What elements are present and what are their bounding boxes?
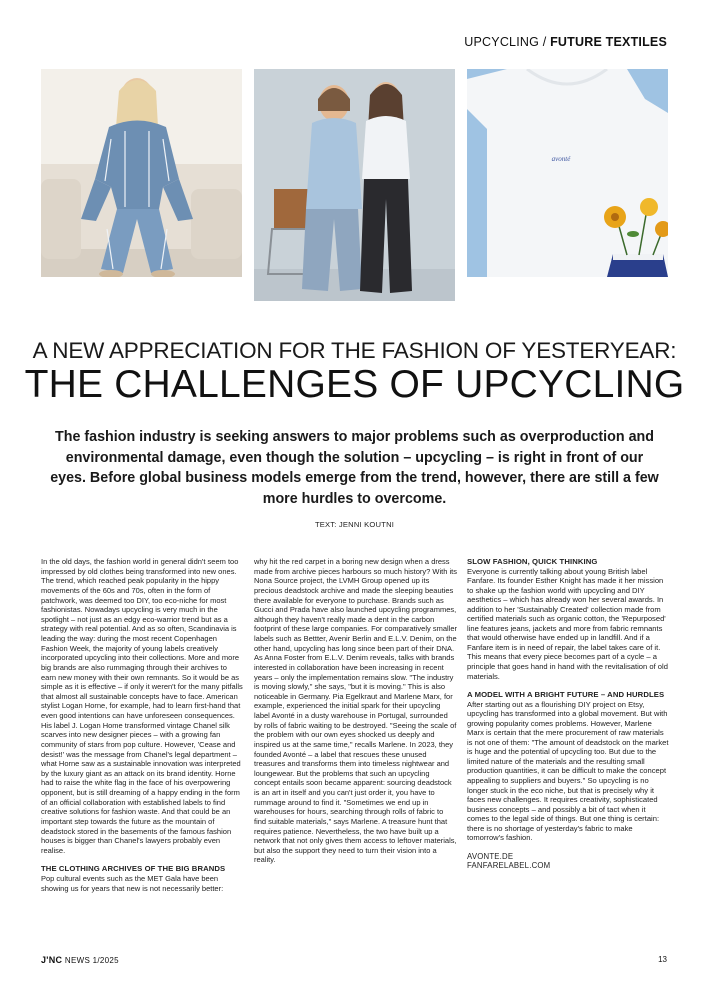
article-column-3 — [467, 557, 670, 871]
issue-label: NEWS 1/2025 — [64, 956, 119, 965]
body-paragraph: After starting out as a flourishing DIY project on Etsy, upcycling has transformed into a global movement. But with growing popularity comes problems. However, Marlene Marx is certain that the mere procurement of raw materials is not one of them: "The amount of deadstock on the market is huge and the potential of upcycling too. But due to the limited nature of the materials and the resulting small production quantities, it can be difficult to make the concept appealing to suppliers and buyers." So upcycling is no longer stuck in the eco niche, but that is precisely why it faces new challenges. It requires creativity, sophisticated business concepts – and possibly a bit of tact when it comes to the legal side of things. But one thing is certain: there is no shortage of yesterday's fabric to make tomorrow's fashion. — [467, 699, 669, 843]
two-founders-portrait-photo — [254, 69, 455, 301]
model-in-denim-on-sofa-photo — [41, 69, 242, 277]
body-paragraph: Pop cultural events such as the MET Gala have been showing us for years that new is not necessarily better: — [41, 874, 224, 893]
article-column-1 — [41, 557, 244, 893]
link-fanfare[interactable]: FANFARELABEL.COM — [467, 861, 551, 871]
body-paragraph: why hit the red carpet in a boring new design when a dress made from archive pieces harbours so much history? With its Nona Source project, the LVMH Group opened up its precious deadstock archive and made the sleeping beauties there available for everyone to purchase. Brands such as Gucci and Prada have also launched upcycling programmes, although they haven't really made a dent in the carbon footprint of these large companies. For comparatively smaller labels such as Bettter, Avenir Berlin and E.L.V. Denim, on the other hand, upcycling has long since been part of their DNA. As Anna Foster from E.L.V. Denim reveals, talks with brands interested in collaboration have been increasing in recent years – only the implementation remains slow. "The industry is moving slowly," she says, "but it is moving." This is also noticeable in Germany. Pia Egelkraut and Marlene Marx, for example, experienced the initial spark for their upcycling label Avonté in a dusty warehouse in Portugal, surrounded by rolls of fabric waiting to be destroyed. "Seeing the scale of the problem with our own eyes shocked us deeply and inspired us at the same time," recalls Marlene. In 2023, they founded Avonté – a label that rescues these unused treasures and transforms them into timeless nightwear and loungewear. But the problems that such an upcycling concept entails soon became apparent: sourcing deadstock is an art in itself and you can't just order it, you have to rummage around to find it. "Sometimes we end up in warehouses for hours, searching through rolls of fabric to find suitable materials," says Marlene. A treasure hunt that requires patience. Nevertheless, the two have built up a network that not only gives them access to leftover materials, but also the support they need to turn their vision into a reality. — [254, 557, 458, 865]
section-name: UPCYCLING — [464, 35, 540, 49]
subheading-clothing-archives: THE CLOTHING ARCHIVES OF THE BIG BRANDS — [41, 864, 226, 874]
tshirt-print-text: avonté — [551, 155, 571, 163]
subheading-slow-fashion: SLOW FASHION, QUICK THINKING — [467, 557, 598, 566]
body-paragraph: In the old days, the fashion world in general didn't seem too impressed by old clothes being transformed into new ones. The trend, which reached peak popularity in the hippy movements of the 60s and 70s, often in the form of patchwork, was deemed too DIY, too eco-niche for most fashionistas. Nowadays upcycling is very much in the spotlight – not just as an edgy eco-warrior trend but as a strategy with real potential. And as so often, Scandinavia is leading the way: during the most recent Copenhagen Fashion Week, the majority of young labels creatively incorporated upcycling into their collections. More and more big brands are also rummaging through their archives to earn new money with their own remnants. So it would be as simple as it is effective – if only it weren't for the many pitfalls that almost all sustainable concepts have to face. American stylist Logan Horne, for example, had to learn first-hand that even good intentions can have unforeseen consequences. His label J. Logan Home transformed vintage Chanel silk scarves into new designer pieces – with a growing fan community of stars from pop culture. However, 'Cease and desist!' was the message from Chanel's legal department – what Horne saw as a sustainable innovation was interpreted by the luxury giant as an attack on its brand identity. Horne had to raise the white flag in the face of his overpowering opponent, but is still dreaming of a happy ending in the form of an official collaboration with established labels to find creative solutions for fashion waste. And that could be an important step towards the future as the mountain of deadstock stored in the basements of the famous fashion houses is bigger than Chanel's lawyers probably even realise. — [41, 557, 243, 855]
white-tshirt-with-flowers-photo — [467, 69, 668, 277]
article-headline: THE CHALLENGES OF UPCYCLING — [24, 363, 685, 406]
page-number: 13 — [658, 955, 667, 964]
article-standfirst: The fashion industry is seeking answers to major problems such as overproduction and environmental damage, even though the solution – upcycling – is right in front of our eyes. Before global business models emerge from the trend, however, there are still a few more hurdles to overcome. — [50, 429, 659, 507]
footer-publication — [41, 955, 119, 965]
article-column-2 — [254, 557, 457, 865]
publication-logo: J'NC — [41, 955, 63, 965]
section-separator: / — [542, 35, 547, 49]
section-label — [464, 35, 667, 49]
article-kicker: A NEW APPRECIATION FOR THE FASHION OF YESTERYEAR: — [32, 338, 677, 363]
article-byline: TEXT: JENNI KOUTNI — [314, 520, 395, 529]
body-paragraph: Everyone is currently talking about young British label Fanfare. Its founder Esther Knight has made it her mission to shake up the fashion world with upcycling and DIY aesthetics – which has already won her several awards. In addition to her 'Sustainably Created' collection made from certified materials such as organic cotton, the 'Repurposed' line features jeans, jackets and more from fabric remnants that would otherwise have ended up in landfill. And if a Fanfare item is in need of repair, the label takes care of it. This means that every piece becomes part of a cycle – a principle that goes hand in hand with the revitalisation of old materials. — [467, 566, 668, 681]
link-avonte[interactable]: AVONTE.DE — [467, 851, 514, 861]
subheading-bright-future: A MODEL WITH A BRIGHT FUTURE – AND HURDLES — [467, 690, 665, 700]
subsection-name: FUTURE TEXTILES — [550, 35, 667, 49]
